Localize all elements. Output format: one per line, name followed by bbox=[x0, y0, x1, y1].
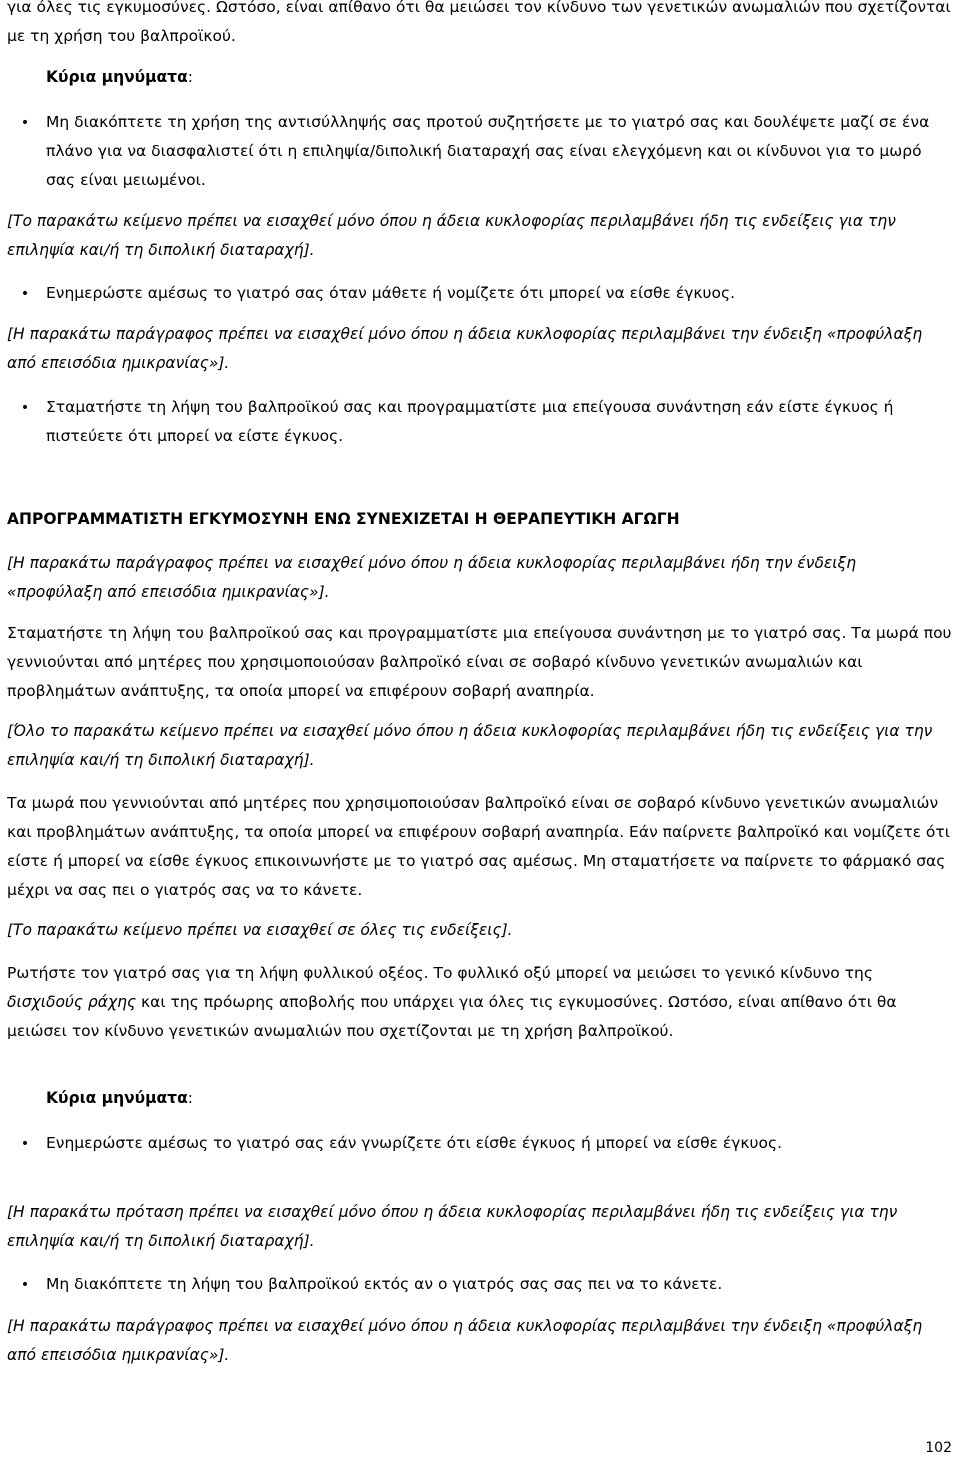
bullet-text: Ενημερώστε αμέσως το γιατρό σας εάν γνωρίζετε ότι είσθε έγκυος ή μπορεί να είσθε έγκυος. bbox=[46, 1134, 783, 1152]
key-messages-heading-1 bbox=[46, 63, 960, 92]
bullet-text: Ενημερώστε αμέσως το γιατρό σας όταν μάθετε ή νομίζετε ότι μπορεί να είσθε έγκυος. bbox=[46, 284, 735, 302]
editorial-note-7: [Η παρακάτω παράγραφος πρέπει να εισαχθεί μόνο όπου η άδεια κυκλοφορίας περιλαμβάνει την ένδειξη «προφύλαξη από επεισόδια ημικρανίας»]. bbox=[7, 1317, 923, 1364]
bullet-item-inform-doctor bbox=[46, 279, 952, 308]
bullet-item-do-not-stop bbox=[46, 1270, 952, 1299]
editorial-note-6: [Η παρακάτω πρόταση πρέπει να εισαχθεί μόνο όπου η άδεια κυκλοφορίας περιλαμβάνει ήδη τις ενδείξεις για την επιληψία και/ή τη διπολική διαταραχή]. bbox=[7, 1203, 898, 1250]
bullet-icon bbox=[15, 108, 35, 138]
folic-text-b: και της πρόωρης αποβολής που υπάρχει για όλες τις εγκυμοσύνες. Ωστόσο, είναι απίθανο ότι θα μειώσει τον κίνδυνο γενετικών ανωμαλιών που σχετίζονται με τη χρήση βαλπροϊκού. bbox=[7, 993, 897, 1040]
editorial-note-5: [Το παρακάτω κείμενο πρέπει να εισαχθεί σε όλες τις ενδείξεις]. bbox=[7, 921, 513, 939]
key-messages-label: Κύρια μηνύματα bbox=[46, 1089, 188, 1107]
paragraph-risk-info: Τα μωρά που γεννιούνται από μητέρες που χρησιμοποιούσαν βαλπροϊκό είναι σε σοβαρό κίνδυνο γενετικών ανωμαλιών και προβλημάτων ανάπτυξης, τα οποία μπορεί να επιφέρουν σοβαρή αναπηρία. Εάν παίρνετε βαλπροϊκό και νομίζετε ότι είστε ή μπορεί να είσθε έγκυος επικοινωνήστε με το γιατρό σας αμέσως. Μη σταματήσετε να παίρνετε το φάρμακό σας μέχρι να σας πει ο γιατρός σας να το κάνετε. bbox=[7, 794, 950, 899]
bullet-icon bbox=[15, 1129, 35, 1159]
editorial-note-1: [Το παρακάτω κείμενο πρέπει να εισαχθεί μόνο όπου η άδεια κυκλοφορίας περιλαμβάνει ήδη τις ενδείξεις για την επιληψία και/ή τη διπολική διαταραχή]. bbox=[7, 212, 896, 259]
folic-text-a: Ρωτήστε τον γιατρό σας για τη λήψη φυλλικού οξέος. Το φυλλικό οξύ μπορεί να μειώσει το γενικό κίνδυνο της bbox=[7, 964, 873, 982]
page-number: 102 bbox=[925, 1440, 952, 1456]
paragraph-stop-and-schedule: Σταματήστε τη λήψη του βαλπροϊκού σας και προγραμματίστε μια επείγουσα συνάντηση με το γιατρό σας. Τα μωρά που γεννιούνται από μητέρες που χρησιμοποιούσαν βαλπροϊκό είναι σε σοβαρό κίνδυνο γενετικών ανωμαλιών και προβλημάτων ανάπτυξης, τα οποία μπορεί να επιφέρουν σοβαρή αναπηρία. bbox=[7, 624, 952, 700]
bullet-item-stop-valproate bbox=[46, 393, 952, 451]
section-heading: ΑΠΡΟΓΡΑΜΜΑΤΙΣΤΗ ΕΓΚΥΜΟΣΥΝΗ ΕΝΩ ΣΥΝΕΧΙΖΕΤΑΙ Η ΘΕΡΑΠΕΥΤΙΚΗ ΑΓΩΓΗ bbox=[7, 510, 680, 528]
bullet-text: Μη διακόπτετε τη λήψη του βαλπροϊκού εκτός αν ο γιατρός σας σας πει να το κάνετε. bbox=[46, 1275, 723, 1293]
key-messages-label: Κύρια μηνύματα bbox=[46, 68, 188, 86]
key-messages-colon: : bbox=[187, 1089, 193, 1107]
editorial-note-3: [Η παρακάτω παράγραφος πρέπει να εισαχθεί μόνο όπου η άδεια κυκλοφορίας περιλαμβάνει ήδη την ένδειξη «προφύλαξη από επεισόδια ημικρανίας»]. bbox=[7, 554, 857, 601]
bullet-text: Σταματήστε τη λήψη του βαλπροϊκού σας και προγραμματίστε μια επείγουσα συνάντηση εάν είστε έγκυος ή πιστεύετε ότι μπορεί να είστε έγκυος. bbox=[46, 398, 894, 445]
bullet-icon bbox=[15, 1270, 35, 1300]
editorial-note-4: [Όλο το παρακάτω κείμενο πρέπει να εισαχθεί μόνο όπου η άδεια κυκλοφορίας περιλαμβάνει ήδη τις ενδείξεις για την επιληψία και/ή τη διπολική διαταραχή]. bbox=[7, 722, 933, 769]
key-messages-heading-2 bbox=[46, 1084, 960, 1113]
key-messages-colon: : bbox=[187, 68, 193, 86]
folic-text-italic: δισχιδούς ράχης bbox=[7, 993, 137, 1011]
bullet-icon bbox=[15, 393, 35, 423]
bullet-item-notify-pregnancy bbox=[46, 1129, 952, 1158]
bullet-icon bbox=[15, 279, 35, 309]
editorial-note-2: [Η παρακάτω παράγραφος πρέπει να εισαχθεί μόνο όπου η άδεια κυκλοφορίας περιλαμβάνει την ένδειξη «προφύλαξη από επεισόδια ημικρανίας»]. bbox=[7, 325, 923, 372]
paragraph-intro: για όλες τις εγκυμοσύνες. Ωστόσο, είναι απίθανο ότι θα μειώσει τον κίνδυνο των γενετικών ανωμαλιών που σχετίζονται με τη χρήση του βαλπροϊκού. bbox=[7, 0, 951, 45]
paragraph-folic-acid bbox=[7, 959, 952, 1046]
bullet-text: Μη διακόπτετε τη χρήση της αντισύλληψής σας προτού συζητήσετε με το γιατρό σας και δουλέψετε μαζί σε ένα πλάνο για να διασφαλιστεί ότι η επιληψία/διπολική διαταραχή σας είναι ελεγχόμενη και οι κίνδυνοι για το μωρό σας είναι μειωμένοι. bbox=[46, 113, 930, 189]
bullet-item-contraception bbox=[46, 108, 952, 195]
